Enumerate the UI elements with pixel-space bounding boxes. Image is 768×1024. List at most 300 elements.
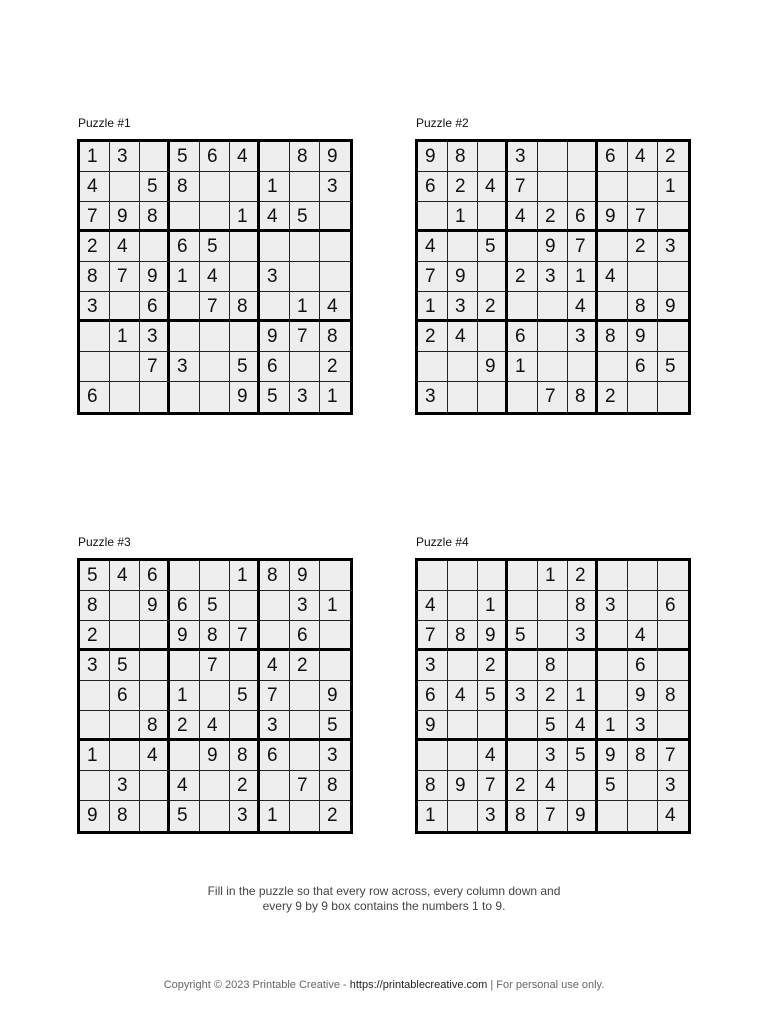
given-cell: 7: [538, 801, 568, 831]
empty-cell[interactable]: [628, 382, 658, 412]
given-cell: 1: [110, 322, 140, 352]
given-cell: 7: [418, 621, 448, 651]
given-cell: 1: [230, 561, 260, 591]
given-cell: 5: [508, 621, 538, 651]
empty-cell[interactable]: [658, 322, 688, 352]
given-cell: 1: [230, 202, 260, 232]
given-cell: 9: [140, 591, 170, 621]
given-cell: 8: [170, 172, 200, 202]
empty-cell[interactable]: [110, 591, 140, 621]
website-link[interactable]: https://printablecreative.com: [349, 979, 488, 991]
empty-cell[interactable]: [230, 651, 260, 681]
given-cell: 9: [320, 142, 350, 172]
empty-cell[interactable]: [508, 591, 538, 621]
given-cell: 4: [320, 292, 350, 322]
empty-cell[interactable]: [110, 352, 140, 382]
given-cell: 5: [478, 681, 508, 711]
empty-cell[interactable]: [508, 232, 538, 262]
empty-cell[interactable]: [290, 172, 320, 202]
empty-cell[interactable]: [140, 771, 170, 801]
given-cell: 9: [448, 771, 478, 801]
empty-cell[interactable]: [568, 172, 598, 202]
given-cell: 3: [658, 232, 688, 262]
empty-cell[interactable]: [110, 711, 140, 741]
empty-cell[interactable]: [230, 591, 260, 621]
given-cell: 9: [80, 801, 110, 831]
empty-cell[interactable]: [418, 352, 448, 382]
given-cell: 2: [290, 651, 320, 681]
given-cell: 5: [170, 801, 200, 831]
given-cell: 6: [598, 142, 628, 172]
given-cell: 8: [538, 651, 568, 681]
empty-cell[interactable]: [320, 262, 350, 292]
empty-cell[interactable]: [320, 232, 350, 262]
empty-cell[interactable]: [140, 651, 170, 681]
puzzle-2: [415, 116, 691, 415]
given-cell: 6: [170, 591, 200, 621]
given-cell: 5: [320, 711, 350, 741]
given-cell: 6: [110, 681, 140, 711]
given-cell: 8: [448, 621, 478, 651]
empty-cell[interactable]: [568, 651, 598, 681]
empty-cell[interactable]: [448, 352, 478, 382]
given-cell: 4: [598, 262, 628, 292]
empty-cell[interactable]: [290, 711, 320, 741]
empty-cell[interactable]: [448, 561, 478, 591]
given-cell: 7: [200, 292, 230, 322]
empty-cell[interactable]: [260, 292, 290, 322]
given-cell: 2: [568, 561, 598, 591]
given-cell: 8: [320, 771, 350, 801]
given-cell: 6: [200, 142, 230, 172]
empty-cell[interactable]: [418, 741, 448, 771]
given-cell: 3: [598, 591, 628, 621]
given-cell: 1: [170, 262, 200, 292]
given-cell: 5: [290, 202, 320, 232]
given-cell: 1: [598, 711, 628, 741]
empty-cell[interactable]: [260, 771, 290, 801]
given-cell: 8: [80, 262, 110, 292]
empty-cell[interactable]: [230, 262, 260, 292]
given-cell: 9: [628, 322, 658, 352]
given-cell: 3: [320, 741, 350, 771]
given-cell: 8: [448, 142, 478, 172]
empty-cell[interactable]: [200, 202, 230, 232]
given-cell: 6: [140, 292, 170, 322]
given-cell: 4: [568, 292, 598, 322]
empty-cell[interactable]: [628, 561, 658, 591]
given-cell: 6: [628, 651, 658, 681]
given-cell: 5: [230, 352, 260, 382]
empty-cell[interactable]: [110, 172, 140, 202]
given-cell: 7: [110, 262, 140, 292]
empty-cell[interactable]: [200, 681, 230, 711]
empty-cell[interactable]: [508, 292, 538, 322]
empty-cell[interactable]: [170, 651, 200, 681]
given-cell: 9: [260, 322, 290, 352]
given-cell: 3: [568, 322, 598, 352]
empty-cell[interactable]: [448, 591, 478, 621]
empty-cell[interactable]: [598, 292, 628, 322]
empty-cell[interactable]: [200, 352, 230, 382]
instructions: [0, 884, 768, 914]
empty-cell[interactable]: [568, 771, 598, 801]
given-cell: 3: [260, 711, 290, 741]
empty-cell[interactable]: [508, 651, 538, 681]
empty-cell[interactable]: [598, 352, 628, 382]
given-cell: 4: [538, 771, 568, 801]
given-cell: 4: [658, 801, 688, 831]
empty-cell[interactable]: [170, 292, 200, 322]
given-cell: 9: [538, 232, 568, 262]
given-cell: 3: [658, 771, 688, 801]
given-cell: 4: [418, 232, 448, 262]
empty-cell[interactable]: [170, 561, 200, 591]
given-cell: 6: [418, 172, 448, 202]
empty-cell[interactable]: [658, 202, 688, 232]
given-cell: 3: [290, 591, 320, 621]
empty-cell[interactable]: [80, 681, 110, 711]
given-cell: 9: [418, 142, 448, 172]
empty-cell[interactable]: [290, 681, 320, 711]
given-cell: 9: [320, 681, 350, 711]
given-cell: 3: [538, 262, 568, 292]
empty-cell[interactable]: [140, 142, 170, 172]
given-cell: 8: [290, 142, 320, 172]
empty-cell[interactable]: [320, 561, 350, 591]
given-cell: 7: [80, 202, 110, 232]
given-cell: 8: [568, 382, 598, 412]
empty-cell[interactable]: [418, 561, 448, 591]
given-cell: 2: [628, 232, 658, 262]
empty-cell[interactable]: [290, 801, 320, 831]
empty-cell[interactable]: [290, 262, 320, 292]
empty-cell[interactable]: [508, 561, 538, 591]
given-cell: 9: [110, 202, 140, 232]
given-cell: 9: [170, 621, 200, 651]
given-cell: 7: [568, 232, 598, 262]
given-cell: 7: [290, 771, 320, 801]
given-cell: 1: [80, 142, 110, 172]
given-cell: 6: [140, 561, 170, 591]
empty-cell[interactable]: [448, 711, 478, 741]
empty-cell[interactable]: [478, 202, 508, 232]
given-cell: 7: [658, 741, 688, 771]
given-cell: 2: [478, 292, 508, 322]
empty-cell[interactable]: [200, 801, 230, 831]
empty-cell[interactable]: [628, 801, 658, 831]
given-cell: 3: [448, 292, 478, 322]
given-cell: 1: [320, 382, 350, 412]
empty-cell[interactable]: [140, 232, 170, 262]
given-cell: 4: [170, 771, 200, 801]
empty-cell[interactable]: [260, 142, 290, 172]
given-cell: 1: [568, 262, 598, 292]
empty-cell[interactable]: [508, 711, 538, 741]
given-cell: 4: [260, 202, 290, 232]
given-cell: 5: [568, 741, 598, 771]
given-cell: 2: [448, 172, 478, 202]
empty-cell[interactable]: [170, 741, 200, 771]
given-cell: 2: [320, 352, 350, 382]
empty-cell[interactable]: [200, 322, 230, 352]
given-cell: 5: [200, 591, 230, 621]
empty-cell[interactable]: [260, 621, 290, 651]
given-cell: 4: [110, 561, 140, 591]
empty-cell[interactable]: [80, 352, 110, 382]
empty-cell[interactable]: [508, 741, 538, 771]
given-cell: 4: [628, 142, 658, 172]
empty-cell[interactable]: [598, 561, 628, 591]
given-cell: 9: [598, 741, 628, 771]
empty-cell[interactable]: [658, 262, 688, 292]
given-cell: 6: [658, 591, 688, 621]
given-cell: 5: [140, 172, 170, 202]
empty-cell[interactable]: [508, 382, 538, 412]
given-cell: 8: [628, 741, 658, 771]
empty-cell[interactable]: [448, 801, 478, 831]
given-cell: 1: [418, 292, 448, 322]
given-cell: 2: [320, 801, 350, 831]
given-cell: 8: [508, 801, 538, 831]
given-cell: 6: [170, 232, 200, 262]
given-cell: 2: [478, 651, 508, 681]
given-cell: 2: [170, 711, 200, 741]
empty-cell[interactable]: [260, 232, 290, 262]
puzzle-4: [415, 535, 691, 834]
given-cell: 2: [80, 232, 110, 262]
empty-cell[interactable]: [230, 232, 260, 262]
usage-note: | For personal use only.: [487, 979, 605, 991]
empty-cell[interactable]: [568, 142, 598, 172]
given-cell: 3: [110, 771, 140, 801]
footer: [0, 978, 768, 992]
empty-cell[interactable]: [290, 232, 320, 262]
empty-cell[interactable]: [658, 711, 688, 741]
empty-cell[interactable]: [110, 621, 140, 651]
given-cell: 8: [230, 292, 260, 322]
given-cell: 3: [538, 741, 568, 771]
empty-cell[interactable]: [538, 142, 568, 172]
given-cell: 7: [508, 172, 538, 202]
empty-cell[interactable]: [140, 681, 170, 711]
given-cell: 3: [230, 801, 260, 831]
given-cell: 4: [200, 711, 230, 741]
empty-cell[interactable]: [448, 382, 478, 412]
given-cell: 1: [538, 561, 568, 591]
sudoku-grid: [415, 558, 691, 834]
empty-cell[interactable]: [538, 322, 568, 352]
given-cell: 8: [418, 771, 448, 801]
empty-cell[interactable]: [628, 591, 658, 621]
empty-cell[interactable]: [658, 651, 688, 681]
given-cell: 2: [418, 322, 448, 352]
empty-cell[interactable]: [448, 741, 478, 771]
empty-cell[interactable]: [230, 711, 260, 741]
given-cell: 7: [418, 262, 448, 292]
empty-cell[interactable]: [598, 651, 628, 681]
empty-cell[interactable]: [478, 142, 508, 172]
empty-cell[interactable]: [140, 382, 170, 412]
empty-cell[interactable]: [628, 771, 658, 801]
given-cell: 4: [448, 681, 478, 711]
empty-cell[interactable]: [200, 561, 230, 591]
given-cell: 7: [230, 621, 260, 651]
given-cell: 9: [418, 711, 448, 741]
given-cell: 6: [290, 621, 320, 651]
empty-cell[interactable]: [320, 202, 350, 232]
empty-cell[interactable]: [140, 621, 170, 651]
empty-cell[interactable]: [448, 232, 478, 262]
given-cell: 1: [658, 172, 688, 202]
given-cell: 8: [598, 322, 628, 352]
given-cell: 1: [170, 681, 200, 711]
given-cell: 3: [508, 142, 538, 172]
empty-cell[interactable]: [598, 621, 628, 651]
empty-cell[interactable]: [448, 651, 478, 681]
empty-cell[interactable]: [80, 322, 110, 352]
given-cell: 1: [320, 591, 350, 621]
given-cell: 4: [140, 741, 170, 771]
given-cell: 3: [170, 352, 200, 382]
given-cell: 4: [80, 172, 110, 202]
given-cell: 8: [140, 202, 170, 232]
empty-cell[interactable]: [80, 711, 110, 741]
given-cell: 1: [80, 741, 110, 771]
empty-cell[interactable]: [110, 741, 140, 771]
empty-cell[interactable]: [538, 352, 568, 382]
given-cell: 2: [80, 621, 110, 651]
empty-cell[interactable]: [658, 382, 688, 412]
given-cell: 4: [628, 621, 658, 651]
empty-cell[interactable]: [290, 352, 320, 382]
empty-cell[interactable]: [200, 382, 230, 412]
empty-cell[interactable]: [230, 172, 260, 202]
given-cell: 1: [418, 801, 448, 831]
given-cell: 5: [170, 142, 200, 172]
given-cell: 2: [538, 681, 568, 711]
given-cell: 4: [110, 232, 140, 262]
empty-cell[interactable]: [538, 292, 568, 322]
given-cell: 9: [598, 202, 628, 232]
given-cell: 9: [478, 621, 508, 651]
empty-cell[interactable]: [290, 741, 320, 771]
empty-cell[interactable]: [170, 382, 200, 412]
given-cell: 6: [508, 322, 538, 352]
empty-cell[interactable]: [230, 322, 260, 352]
given-cell: 4: [478, 172, 508, 202]
empty-cell[interactable]: [598, 681, 628, 711]
given-cell: 3: [260, 262, 290, 292]
empty-cell[interactable]: [200, 771, 230, 801]
empty-cell[interactable]: [538, 172, 568, 202]
puzzle-title: Puzzle #3: [78, 535, 131, 549]
empty-cell[interactable]: [110, 292, 140, 322]
empty-cell[interactable]: [478, 711, 508, 741]
given-cell: 1: [568, 681, 598, 711]
given-cell: 9: [658, 292, 688, 322]
empty-cell[interactable]: [598, 172, 628, 202]
empty-cell[interactable]: [170, 202, 200, 232]
empty-cell[interactable]: [628, 262, 658, 292]
empty-cell[interactable]: [478, 382, 508, 412]
empty-cell[interactable]: [478, 262, 508, 292]
instructions-line-2: every 9 by 9 box contains the numbers 1 to 9.: [262, 899, 506, 913]
instructions-line-1: Fill in the puzzle so that every row across, every column down and: [207, 884, 561, 898]
puzzle-3: [77, 535, 353, 834]
empty-cell[interactable]: [478, 561, 508, 591]
given-cell: 5: [538, 711, 568, 741]
puzzle-title: Puzzle #1: [78, 116, 131, 130]
sudoku-grid: [77, 139, 353, 415]
given-cell: 5: [598, 771, 628, 801]
given-cell: 7: [140, 352, 170, 382]
given-cell: 3: [80, 651, 110, 681]
empty-cell[interactable]: [80, 771, 110, 801]
given-cell: 4: [418, 591, 448, 621]
given-cell: 4: [260, 651, 290, 681]
empty-cell[interactable]: [658, 621, 688, 651]
given-cell: 8: [230, 741, 260, 771]
empty-cell[interactable]: [538, 621, 568, 651]
given-cell: 7: [290, 322, 320, 352]
given-cell: 6: [260, 741, 290, 771]
given-cell: 1: [448, 202, 478, 232]
given-cell: 3: [628, 711, 658, 741]
given-cell: 8: [658, 681, 688, 711]
given-cell: 1: [260, 801, 290, 831]
sudoku-grid: [77, 558, 353, 834]
empty-cell[interactable]: [320, 651, 350, 681]
empty-cell[interactable]: [320, 621, 350, 651]
empty-cell[interactable]: [598, 801, 628, 831]
given-cell: 3: [418, 651, 448, 681]
given-cell: 4: [448, 322, 478, 352]
given-cell: 9: [478, 352, 508, 382]
given-cell: 8: [320, 322, 350, 352]
given-cell: 3: [418, 382, 448, 412]
empty-cell[interactable]: [170, 322, 200, 352]
copyright-text: Copyright © 2023 Printable Creative -: [163, 979, 350, 991]
empty-cell[interactable]: [140, 801, 170, 831]
given-cell: 5: [658, 352, 688, 382]
given-cell: 2: [538, 202, 568, 232]
empty-cell[interactable]: [658, 561, 688, 591]
given-cell: 5: [230, 681, 260, 711]
empty-cell[interactable]: [598, 232, 628, 262]
given-cell: 3: [80, 292, 110, 322]
given-cell: 3: [140, 322, 170, 352]
empty-cell[interactable]: [200, 172, 230, 202]
given-cell: 7: [538, 382, 568, 412]
empty-cell[interactable]: [418, 202, 448, 232]
empty-cell[interactable]: [478, 322, 508, 352]
given-cell: 9: [140, 262, 170, 292]
given-cell: 9: [568, 801, 598, 831]
empty-cell[interactable]: [568, 352, 598, 382]
given-cell: 9: [200, 741, 230, 771]
given-cell: 8: [80, 591, 110, 621]
empty-cell[interactable]: [260, 591, 290, 621]
given-cell: 7: [628, 202, 658, 232]
empty-cell[interactable]: [110, 382, 140, 412]
given-cell: 6: [80, 382, 110, 412]
given-cell: 5: [110, 651, 140, 681]
given-cell: 2: [230, 771, 260, 801]
given-cell: 6: [260, 352, 290, 382]
empty-cell[interactable]: [628, 172, 658, 202]
empty-cell[interactable]: [538, 591, 568, 621]
